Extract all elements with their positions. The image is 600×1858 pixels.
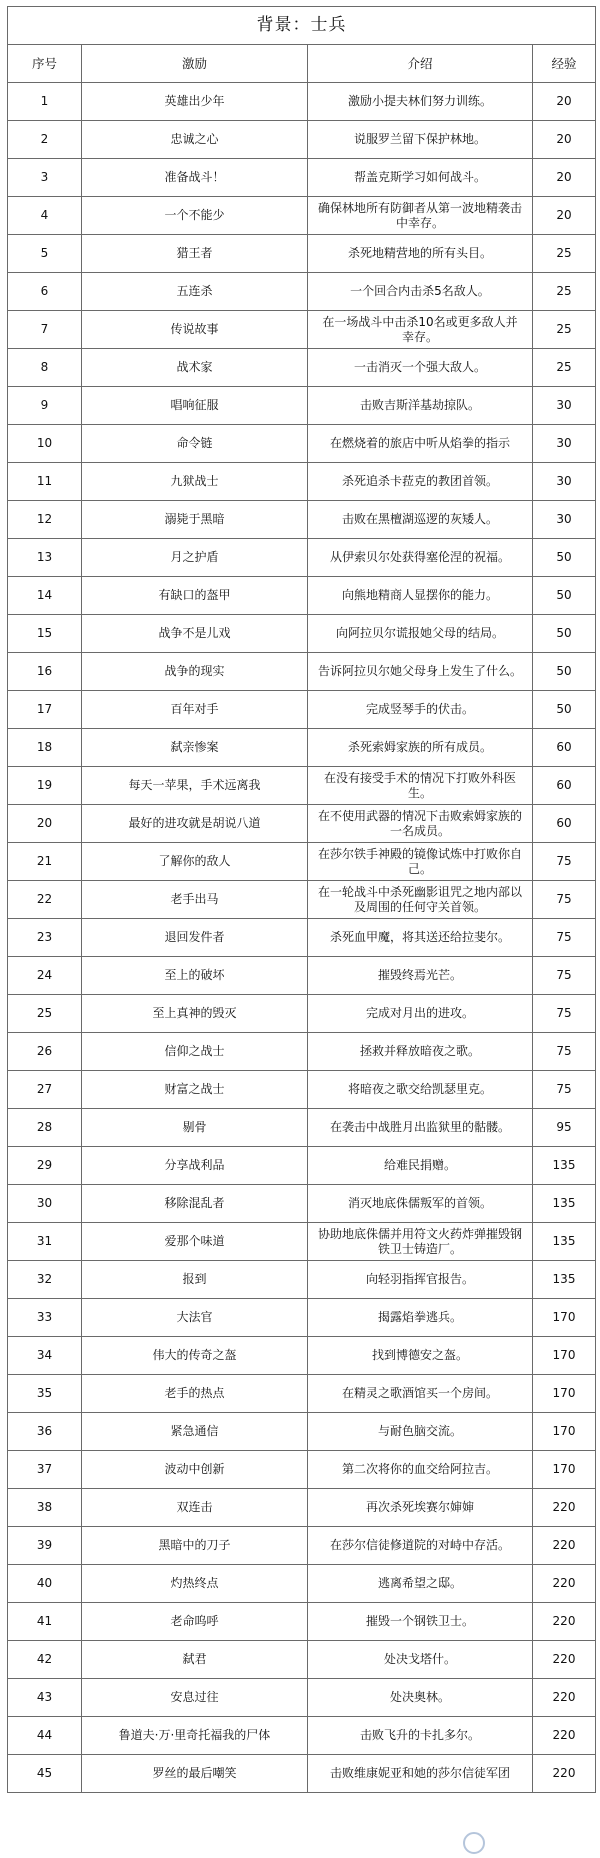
row-index: 14 bbox=[8, 577, 82, 615]
row-achievement: 安息过往 bbox=[82, 1679, 308, 1717]
table-row bbox=[8, 1755, 596, 1793]
row-description: 激励小提夫林们努力训练。 bbox=[308, 83, 533, 121]
row-index: 26 bbox=[8, 1033, 82, 1071]
row-index: 7 bbox=[8, 311, 82, 349]
row-description: 向轻羽指挥官报告。 bbox=[308, 1261, 533, 1299]
row-description: 拯救并释放暗夜之歌。 bbox=[308, 1033, 533, 1071]
row-exp: 170 bbox=[533, 1299, 596, 1337]
row-index: 16 bbox=[8, 653, 82, 691]
table-row bbox=[8, 1147, 596, 1185]
row-index: 28 bbox=[8, 1109, 82, 1147]
row-description: 消灭地底侏儒叛军的首领。 bbox=[308, 1185, 533, 1223]
column-header-exp: 经验 bbox=[533, 45, 596, 83]
row-index: 24 bbox=[8, 957, 82, 995]
row-exp: 25 bbox=[533, 311, 596, 349]
row-index: 21 bbox=[8, 843, 82, 881]
row-achievement: 紧急通信 bbox=[82, 1413, 308, 1451]
table-row bbox=[8, 1679, 596, 1717]
row-achievement: 命令链 bbox=[82, 425, 308, 463]
row-achievement: 灼热终点 bbox=[82, 1565, 308, 1603]
row-index: 25 bbox=[8, 995, 82, 1033]
table-row bbox=[8, 1413, 596, 1451]
row-index: 27 bbox=[8, 1071, 82, 1109]
row-exp: 170 bbox=[533, 1413, 596, 1451]
row-achievement: 至上真神的毁灭 bbox=[82, 995, 308, 1033]
row-description: 确保林地所有防御者从第一波地精袭击中幸存。 bbox=[308, 197, 533, 235]
achievement-sheet bbox=[7, 6, 595, 1793]
row-achievement: 老命呜呼 bbox=[82, 1603, 308, 1641]
row-exp: 220 bbox=[533, 1603, 596, 1641]
row-description: 杀死索姆家族的所有成员。 bbox=[308, 729, 533, 767]
row-index: 17 bbox=[8, 691, 82, 729]
table-row bbox=[8, 539, 596, 577]
row-index: 37 bbox=[8, 1451, 82, 1489]
row-description: 找到博德安之盔。 bbox=[308, 1337, 533, 1375]
row-description: 在莎尔信徒修道院的对峙中存活。 bbox=[308, 1527, 533, 1565]
table-row bbox=[8, 1071, 596, 1109]
table-row bbox=[8, 1223, 596, 1261]
column-header-description: 介绍 bbox=[308, 45, 533, 83]
table-row bbox=[8, 729, 596, 767]
row-achievement: 波动中创新 bbox=[82, 1451, 308, 1489]
row-exp: 135 bbox=[533, 1223, 596, 1261]
row-achievement: 至上的破坏 bbox=[82, 957, 308, 995]
row-exp: 75 bbox=[533, 881, 596, 919]
table-row bbox=[8, 1527, 596, 1565]
table-row bbox=[8, 1337, 596, 1375]
table-row bbox=[8, 1451, 596, 1489]
row-exp: 220 bbox=[533, 1527, 596, 1565]
table-row bbox=[8, 1717, 596, 1755]
table-row bbox=[8, 1565, 596, 1603]
row-achievement: 伟大的传奇之盔 bbox=[82, 1337, 308, 1375]
row-exp: 75 bbox=[533, 843, 596, 881]
row-index: 8 bbox=[8, 349, 82, 387]
table-row bbox=[8, 463, 596, 501]
row-description: 完成竖琴手的伏击。 bbox=[308, 691, 533, 729]
row-index: 41 bbox=[8, 1603, 82, 1641]
row-exp: 20 bbox=[533, 159, 596, 197]
row-exp: 135 bbox=[533, 1185, 596, 1223]
row-index: 12 bbox=[8, 501, 82, 539]
row-achievement: 传说故事 bbox=[82, 311, 308, 349]
row-description: 在不使用武器的情况下击败索姆家族的一名成员。 bbox=[308, 805, 533, 843]
table-row bbox=[8, 1033, 596, 1071]
row-index: 36 bbox=[8, 1413, 82, 1451]
row-description: 杀死地精营地的所有头目。 bbox=[308, 235, 533, 273]
row-description: 在袭击中战胜月出监狱里的骷髅。 bbox=[308, 1109, 533, 1147]
row-index: 32 bbox=[8, 1261, 82, 1299]
row-achievement: 最好的进攻就是胡说八道 bbox=[82, 805, 308, 843]
row-achievement: 老手的热点 bbox=[82, 1375, 308, 1413]
table-row bbox=[8, 197, 596, 235]
row-exp: 170 bbox=[533, 1451, 596, 1489]
table-row bbox=[8, 805, 596, 843]
table-row bbox=[8, 311, 596, 349]
table-row bbox=[8, 1261, 596, 1299]
row-description: 将暗夜之歌交给凯瑟里克。 bbox=[308, 1071, 533, 1109]
row-achievement: 战争的现实 bbox=[82, 653, 308, 691]
row-index: 18 bbox=[8, 729, 82, 767]
row-exp: 50 bbox=[533, 653, 596, 691]
row-exp: 60 bbox=[533, 805, 596, 843]
row-index: 31 bbox=[8, 1223, 82, 1261]
row-description: 完成对月出的进攻。 bbox=[308, 995, 533, 1033]
row-index: 23 bbox=[8, 919, 82, 957]
row-index: 19 bbox=[8, 767, 82, 805]
row-exp: 25 bbox=[533, 349, 596, 387]
row-description: 一个回合内击杀5名敌人。 bbox=[308, 273, 533, 311]
row-achievement: 弑君 bbox=[82, 1641, 308, 1679]
row-description: 再次杀死埃赛尔婶婶 bbox=[308, 1489, 533, 1527]
row-index: 22 bbox=[8, 881, 82, 919]
row-index: 5 bbox=[8, 235, 82, 273]
table-row bbox=[8, 387, 596, 425]
row-index: 45 bbox=[8, 1755, 82, 1793]
row-exp: 95 bbox=[533, 1109, 596, 1147]
row-achievement: 每天一苹果，手术远离我 bbox=[82, 767, 308, 805]
row-index: 42 bbox=[8, 1641, 82, 1679]
row-description: 告诉阿拉贝尔她父母身上发生了什么。 bbox=[308, 653, 533, 691]
row-achievement: 鲁道夫·万·里奇托福我的尸体 bbox=[82, 1717, 308, 1755]
row-achievement: 溺毙于黑暗 bbox=[82, 501, 308, 539]
row-description: 说服罗兰留下保护林地。 bbox=[308, 121, 533, 159]
row-exp: 50 bbox=[533, 539, 596, 577]
table-row bbox=[8, 159, 596, 197]
row-achievement: 月之护盾 bbox=[82, 539, 308, 577]
table-row bbox=[8, 691, 596, 729]
row-exp: 75 bbox=[533, 919, 596, 957]
table-row bbox=[8, 1185, 596, 1223]
row-index: 35 bbox=[8, 1375, 82, 1413]
table-row bbox=[8, 767, 596, 805]
table-title: 背景：士兵 bbox=[8, 7, 596, 45]
table-row bbox=[8, 501, 596, 539]
row-exp: 30 bbox=[533, 425, 596, 463]
table-row bbox=[8, 919, 596, 957]
row-index: 3 bbox=[8, 159, 82, 197]
row-index: 1 bbox=[8, 83, 82, 121]
row-achievement: 猎王者 bbox=[82, 235, 308, 273]
row-index: 15 bbox=[8, 615, 82, 653]
row-index: 20 bbox=[8, 805, 82, 843]
table-row bbox=[8, 1299, 596, 1337]
row-exp: 75 bbox=[533, 995, 596, 1033]
row-achievement: 黑暗中的刀子 bbox=[82, 1527, 308, 1565]
row-description: 处决奥林。 bbox=[308, 1679, 533, 1717]
row-exp: 220 bbox=[533, 1489, 596, 1527]
row-description: 第二次将你的血交给阿拉吉。 bbox=[308, 1451, 533, 1489]
row-description: 在精灵之歌酒馆买一个房间。 bbox=[308, 1375, 533, 1413]
row-exp: 50 bbox=[533, 615, 596, 653]
row-exp: 30 bbox=[533, 387, 596, 425]
row-index: 39 bbox=[8, 1527, 82, 1565]
row-description: 在一场战斗中击杀10名或更多敌人并幸存。 bbox=[308, 311, 533, 349]
row-description: 杀死血甲魔，将其送还给拉斐尔。 bbox=[308, 919, 533, 957]
row-exp: 220 bbox=[533, 1679, 596, 1717]
row-exp: 220 bbox=[533, 1641, 596, 1679]
row-description: 向熊地精商人显摆你的能力。 bbox=[308, 577, 533, 615]
row-index: 2 bbox=[8, 121, 82, 159]
table-row bbox=[8, 425, 596, 463]
achievement-table bbox=[7, 6, 596, 1793]
row-exp: 25 bbox=[533, 273, 596, 311]
row-achievement: 财富之战士 bbox=[82, 1071, 308, 1109]
row-description: 从伊索贝尔处获得塞伦涅的祝福。 bbox=[308, 539, 533, 577]
table-row bbox=[8, 349, 596, 387]
row-description: 在没有接受手术的情况下打败外科医生。 bbox=[308, 767, 533, 805]
table-body bbox=[8, 83, 596, 1793]
table-row bbox=[8, 273, 596, 311]
row-achievement: 准备战斗！ bbox=[82, 159, 308, 197]
title-row bbox=[8, 7, 596, 45]
table-row bbox=[8, 957, 596, 995]
table-row bbox=[8, 843, 596, 881]
table-row bbox=[8, 1603, 596, 1641]
row-description: 击败吉斯洋基劫掠队。 bbox=[308, 387, 533, 425]
table-row bbox=[8, 577, 596, 615]
header-row bbox=[8, 45, 596, 83]
row-achievement: 剔骨 bbox=[82, 1109, 308, 1147]
row-achievement: 老手出马 bbox=[82, 881, 308, 919]
row-description: 向阿拉贝尔谎报她父母的结局。 bbox=[308, 615, 533, 653]
table-row bbox=[8, 1489, 596, 1527]
row-index: 13 bbox=[8, 539, 82, 577]
table-row bbox=[8, 235, 596, 273]
table-row bbox=[8, 615, 596, 653]
row-achievement: 退回发件者 bbox=[82, 919, 308, 957]
row-achievement: 了解你的敌人 bbox=[82, 843, 308, 881]
row-index: 30 bbox=[8, 1185, 82, 1223]
row-exp: 20 bbox=[533, 121, 596, 159]
row-index: 43 bbox=[8, 1679, 82, 1717]
row-exp: 220 bbox=[533, 1755, 596, 1793]
row-exp: 220 bbox=[533, 1565, 596, 1603]
row-achievement: 报到 bbox=[82, 1261, 308, 1299]
row-exp: 60 bbox=[533, 729, 596, 767]
row-exp: 135 bbox=[533, 1261, 596, 1299]
row-exp: 20 bbox=[533, 83, 596, 121]
row-index: 6 bbox=[8, 273, 82, 311]
row-description: 处决戈塔什。 bbox=[308, 1641, 533, 1679]
row-index: 29 bbox=[8, 1147, 82, 1185]
row-exp: 50 bbox=[533, 691, 596, 729]
row-achievement: 有缺口的盔甲 bbox=[82, 577, 308, 615]
row-exp: 75 bbox=[533, 957, 596, 995]
table-row bbox=[8, 83, 596, 121]
row-exp: 170 bbox=[533, 1337, 596, 1375]
row-achievement: 百年对手 bbox=[82, 691, 308, 729]
row-achievement: 移除混乱者 bbox=[82, 1185, 308, 1223]
row-achievement: 信仰之战士 bbox=[82, 1033, 308, 1071]
row-description: 击败维康妮亚和她的莎尔信徒军团 bbox=[308, 1755, 533, 1793]
row-description: 给难民捐赠。 bbox=[308, 1147, 533, 1185]
row-description: 帮盖克斯学习如何战斗。 bbox=[308, 159, 533, 197]
row-achievement: 战术家 bbox=[82, 349, 308, 387]
row-achievement: 五连杀 bbox=[82, 273, 308, 311]
row-index: 11 bbox=[8, 463, 82, 501]
row-description: 在燃烧着的旅店中听从焰拳的指示 bbox=[308, 425, 533, 463]
row-index: 44 bbox=[8, 1717, 82, 1755]
table-row bbox=[8, 121, 596, 159]
row-achievement: 双连击 bbox=[82, 1489, 308, 1527]
row-exp: 60 bbox=[533, 767, 596, 805]
row-description: 在一轮战斗中杀死幽影诅咒之地内部以及周围的任何守关首领。 bbox=[308, 881, 533, 919]
table-row bbox=[8, 881, 596, 919]
column-header-achievement: 激励 bbox=[82, 45, 308, 83]
row-exp: 170 bbox=[533, 1375, 596, 1413]
row-achievement: 分享战利品 bbox=[82, 1147, 308, 1185]
row-description: 逃离希望之邸。 bbox=[308, 1565, 533, 1603]
row-index: 9 bbox=[8, 387, 82, 425]
row-description: 一击消灭一个强大敌人。 bbox=[308, 349, 533, 387]
column-header-index: 序号 bbox=[8, 45, 82, 83]
row-description: 击败飞升的卡扎多尔。 bbox=[308, 1717, 533, 1755]
row-achievement: 九狱战士 bbox=[82, 463, 308, 501]
row-achievement: 战争不是儿戏 bbox=[82, 615, 308, 653]
table-row bbox=[8, 1375, 596, 1413]
row-achievement: 忠诚之心 bbox=[82, 121, 308, 159]
row-description: 在莎尔铁手神殿的镜像试炼中打败你自己。 bbox=[308, 843, 533, 881]
table-row bbox=[8, 995, 596, 1033]
row-exp: 75 bbox=[533, 1071, 596, 1109]
row-achievement: 大法官 bbox=[82, 1299, 308, 1337]
row-index: 34 bbox=[8, 1337, 82, 1375]
row-achievement: 英雄出少年 bbox=[82, 83, 308, 121]
row-exp: 75 bbox=[533, 1033, 596, 1071]
row-achievement: 一个不能少 bbox=[82, 197, 308, 235]
row-index: 40 bbox=[8, 1565, 82, 1603]
row-description: 击败在黑檀湖巡逻的灰矮人。 bbox=[308, 501, 533, 539]
row-achievement: 爱那个味道 bbox=[82, 1223, 308, 1261]
table-row bbox=[8, 1641, 596, 1679]
row-description: 协助地底侏儒并用符文火药炸弹摧毁钢铁卫士铸造厂。 bbox=[308, 1223, 533, 1261]
row-exp: 20 bbox=[533, 197, 596, 235]
row-achievement: 弑亲惨案 bbox=[82, 729, 308, 767]
row-achievement: 罗丝的最后嘲笑 bbox=[82, 1755, 308, 1793]
table-row bbox=[8, 1109, 596, 1147]
row-exp: 50 bbox=[533, 577, 596, 615]
row-description: 揭露焰拳逃兵。 bbox=[308, 1299, 533, 1337]
row-index: 33 bbox=[8, 1299, 82, 1337]
row-description: 摧毁一个钢铁卫士。 bbox=[308, 1603, 533, 1641]
row-description: 杀死追杀卡菈克的教团首领。 bbox=[308, 463, 533, 501]
row-exp: 25 bbox=[533, 235, 596, 273]
row-exp: 220 bbox=[533, 1717, 596, 1755]
row-exp: 30 bbox=[533, 501, 596, 539]
table-row bbox=[8, 653, 596, 691]
row-description: 摧毁终焉光芒。 bbox=[308, 957, 533, 995]
row-exp: 135 bbox=[533, 1147, 596, 1185]
row-index: 4 bbox=[8, 197, 82, 235]
row-description: 与耐色脑交流。 bbox=[308, 1413, 533, 1451]
row-index: 10 bbox=[8, 425, 82, 463]
watermark-logo-icon bbox=[463, 1832, 485, 1854]
row-index: 38 bbox=[8, 1489, 82, 1527]
row-achievement: 唱响征服 bbox=[82, 387, 308, 425]
row-exp: 30 bbox=[533, 463, 596, 501]
